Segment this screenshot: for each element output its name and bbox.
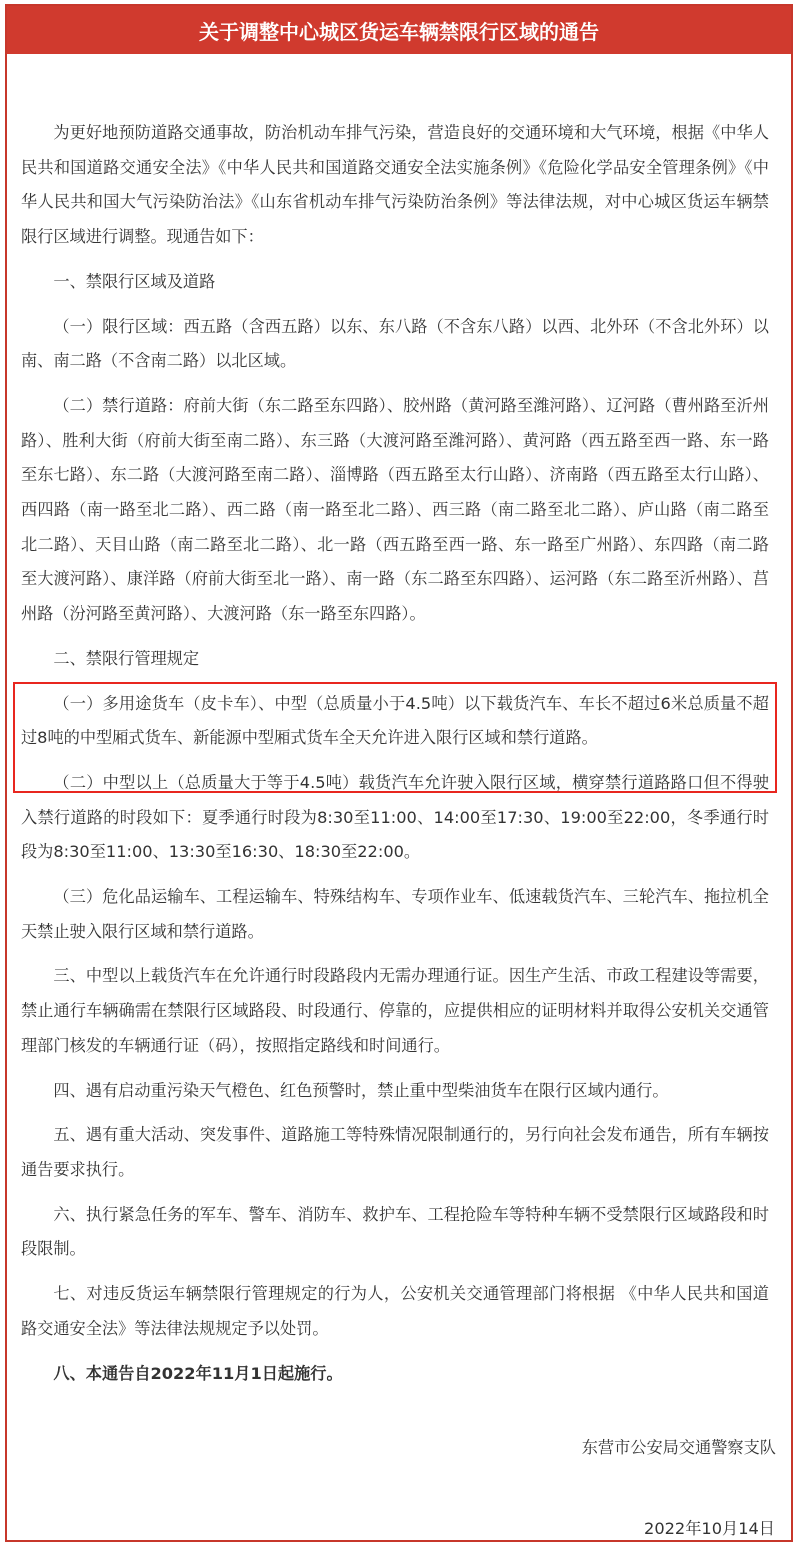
section-8-effective-date: 八、本通告自2022年11月1日起施行。 (53, 1363, 343, 1383)
notice-body (21, 116, 769, 1391)
section-2-item-1: （一）多用途货车（皮卡车）、中型（总质量小于4.5吨）以下载货汽车、车长不超过6米总质量不超过8吨的中型厢式货车、新能源中型厢式货车全天允许进入限行区域和禁行道路。 (21, 693, 769, 748)
section-2-item-3: （三）危化品运输车、工程运输车、特殊结构车、专项作业车、低速载货汽车、三轮汽车、拖拉机全天禁止驶入限行区域和禁行道路。 (21, 887, 769, 941)
issuer-signature: 东营市公安局交通警察支队 (581, 1438, 776, 1457)
section-2-heading: 二、禁限行管理规定 (53, 648, 200, 668)
section-2-item-2: （二）中型以上（总质量大于等于4.5吨）载货汽车允许驶入限行区域，横穿禁行道路路口但不得驶入禁行道路的时段如下：夏季通行时段为8:30至11:00、14:00至17:30、19:00至22:00，冬季通行时段为8:30至11:00、13:30至16:30、18:30至22:00。 (21, 772, 769, 862)
section-5-paragraph: 五、遇有重大活动、突发事件、道路施工等特殊情况限制通行的，另行向社会发布通告，所有车辆按通告要求执行。 (21, 1125, 769, 1179)
section-7-paragraph: 七、对违反货运车辆禁限行管理规定的行为人，公安机关交通管理部门将根据 《中华人民共和国道路交通安全法》等法律法规规定予以处罚。 (21, 1284, 769, 1338)
intro-paragraph: 为更好地预防道路交通事故，防治机动车排气污染，营造良好的交通环境和大气环境，根据《中华人民共和国道路交通安全法》《中华人民共和国道路交通安全法实施条例》《危险化学品安全管理条例》《中华人民共和国大气污染防治法》《山东省机动车排气污染防治条例》等法律法规，对中心城区货运车辆禁限行区域进行调整。现通告如下： (21, 123, 769, 247)
section-4-paragraph: 四、遇有启动重污染天气橙色、红色预警时，禁止重中型柴油货车在限行区域内通行。 (53, 1080, 669, 1100)
section-1-item-1: （一）限行区域：西五路（含西五路）以东、东八路（不含东八路）以西、北外环（不含北外环）以南、南二路（不含南二路）以北区域。 (21, 316, 769, 371)
section-1-item-2: （二）禁行道路：府前大街（东二路至东四路）、胶州路（黄河路至潍河路）、辽河路（曹州路至沂州路）、胜利大街（府前大街至南二路）、东三路（大渡河路至潍河路）、黄河路（西五路至西一路、东一路至东七路）、东二路（大渡河路至南二路）、淄博路（西五路至太行山路）、济南路（西五路至太行山路）、西四路（南一路至北二路）、西二路（南一路至北二路）、西三路（南二路至北二路）、庐山路（南二路至北二路）、天目山路（南二路至北二路）、北一路（西五路至西一路、东一路至广州路）、东四路（南二路至大渡河路）、康洋路（府前大街至北一路）、南一路（东二路至东四路）、运河路（东二路至沂州路）、莒州路（汾河路至黄河路）、大渡河路（东一路至东四路）。 (21, 395, 769, 624)
notice-title: 关于调整中心城区货运车辆禁限行区域的通告 (7, 6, 791, 54)
section-1-heading: 一、禁限行区域及道路 (53, 271, 216, 291)
section-6-paragraph: 六、执行紧急任务的军车、警车、消防车、救护车、工程抢险车等特种车辆不受禁限行区域路段和时段限制。 (21, 1204, 769, 1259)
section-3-paragraph: 三、中型以上载货汽车在允许通行时段路段内无需办理通行证。因生产生活、市政工程建设等需要，禁止通行车辆确需在禁限行区域路段、时段通行、停靠的，应提供相应的证明材料并取得公安机关交通管理部门核发的车辆通行证（码），按照指定路线和时间通行。 (21, 966, 769, 1055)
issue-date: 2022年10月14日 (644, 1519, 775, 1538)
